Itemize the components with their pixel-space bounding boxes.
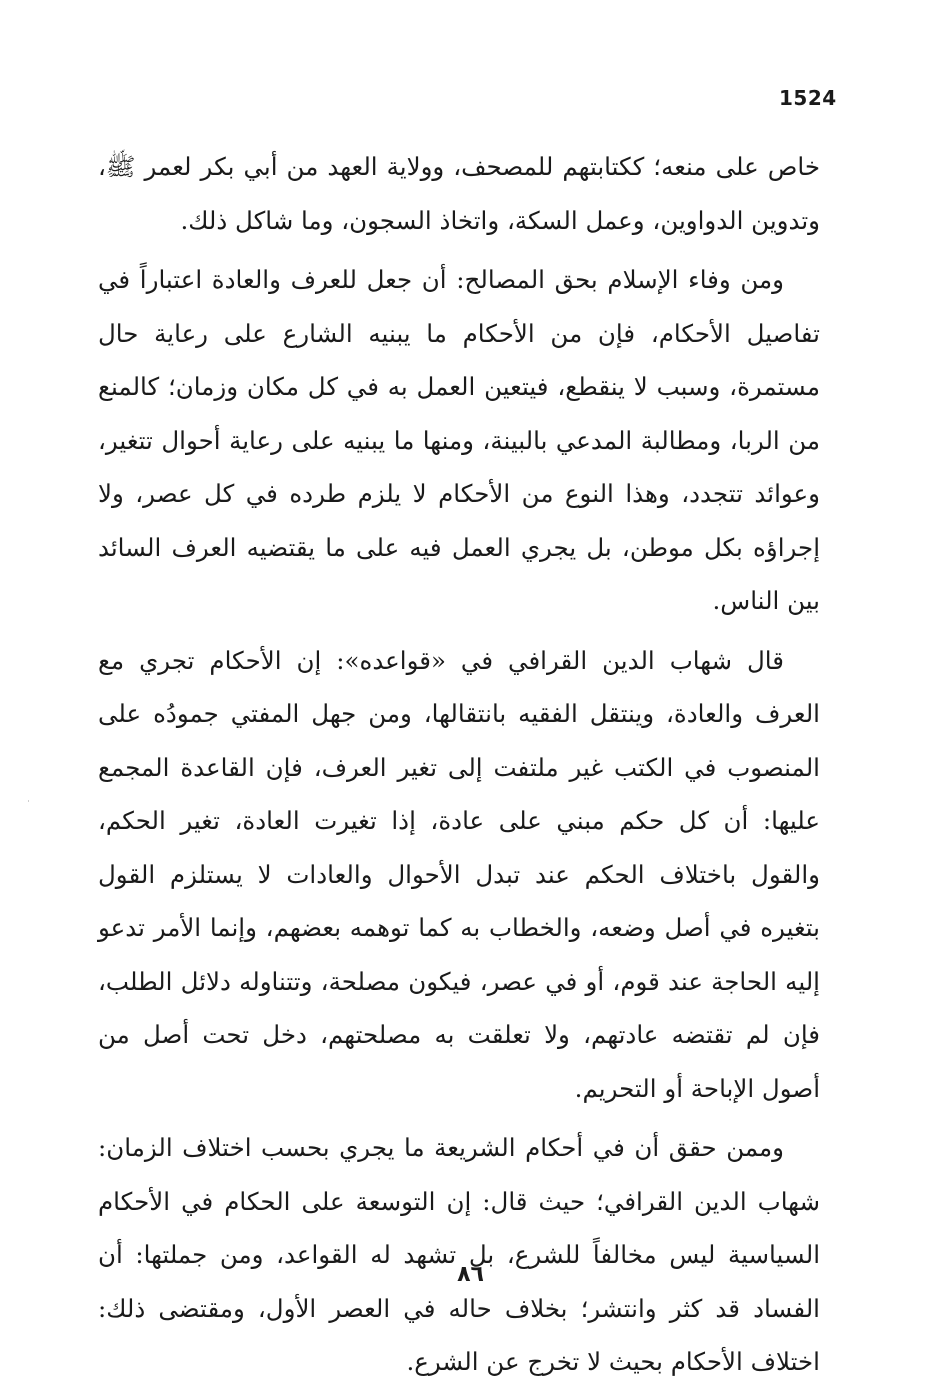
document-body xyxy=(98,140,820,1395)
margin-mark xyxy=(28,800,29,802)
paragraph-2: ومن وفاء الإسلام بحق المصالح: أن جعل للعرف والعادة اعتباراً في تفاصيل الأحكام، فإن من الأحكام ما يبنيه الشارع على رعاية حال مستمرة، وسبب لا ينقطع، فيتعين العمل به في كل مكان وزمان؛ كالمنع من الربا، ومطالبة المدعي بالبينة، ومنها ما يبنيه على رعاية أحوال تتغير، وعوائد تتجدد، وهذا النوع من الأحكام لا يلزم طرده في كل عصر، ولا إجراؤه بكل موطن، بل يجري العمل فيه على ما يقتضيه العرف السائد بين الناس. xyxy=(98,265,820,615)
paragraph-4: وممن حقق أن في أحكام الشريعة ما يجري بحسب اختلاف الزمان: شهاب الدين القرافي؛ حيث قال: إن التوسعة على الحكام في الأحكام السياسية ليس مخالفاً للشرع، بل تشهد له القواعد، ومن جملتها: أن الفساد قد كثر وانتشر؛ بخلاف حاله في العصر الأول، ومقتضى ذلك: اختلاف الأحكام بحيث لا تخرج عن الشرع. xyxy=(98,1133,820,1376)
paragraph-1: خاص على منعه؛ ككتابتهم للمصحف، وولاية العهد من أبي بكر لعمر ﷺ، وتدوين الدواوين، وعمل السكة، واتخاذ السجون، وما شاكل ذلك. xyxy=(98,152,820,235)
page-number: ٨٦ xyxy=(457,1262,484,1287)
paragraph-3: قال شهاب الدين القرافي في «قواعده»: إن الأحكام تجري مع العرف والعادة، وينتقل الفقيه بانتقالها، ومن جهل المفتي جمودُه على المنصوب في الكتب غير ملتفت إلى تغير العرف، فإن القاعدة المجمع عليها: أن كل حكم مبني على عادة، إذا تغيرت العادة، تغير الحكم، والقول باختلاف الحكم عند تبدل الأحوال والعادات لا يستلزم القول بتغيره في أصل وضعه، والخطاب به كما توهمه بعضهم، وإنما الأمر تدعو إليه الحاجة عند قوم، أو في عصر، فيكون مصلحة، وتتناوله دلائل الطلب، فإن لم تقتضه عادتهم، ولا تعلقت به مصلحتهم، دخل تحت أصل من أصول الإباحة أو التحريم. xyxy=(98,645,820,1103)
page-reference-number: 1524 xyxy=(779,86,837,110)
